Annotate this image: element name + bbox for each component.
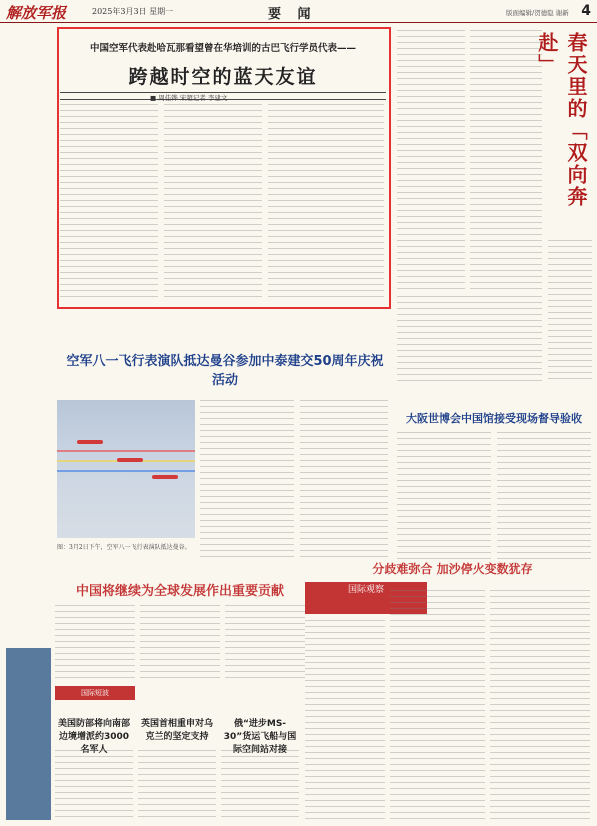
jet-icon <box>77 440 103 444</box>
section-name: 要 闻 <box>268 7 317 22</box>
column-badge: 国际观察 <box>305 582 427 614</box>
story2-title: 空军八一飞行表演队抵达曼谷参加中泰建交50周年庆祝活动 <box>66 354 384 388</box>
lead-body-col-3 <box>268 104 384 300</box>
jet-icon <box>152 475 178 479</box>
briefs-label: 国际短波 <box>55 686 135 700</box>
brief-body-2 <box>138 750 216 820</box>
brief-title-1: 美国防部将向南部边境增派约3000名军人 <box>57 719 130 755</box>
page-editor: 版面编辑/贺德隐 谢新 <box>506 9 569 17</box>
page-number: 4 <box>581 3 591 19</box>
brief-body-3 <box>221 750 299 820</box>
lead-byline: ■ 周佳铧 宋超记者 李建文 <box>150 94 228 102</box>
story3-title: 大阪世博会中国馆接受现场督导验收 <box>406 412 582 425</box>
story2-body-col-2 <box>300 400 388 560</box>
lead-body-col-2 <box>164 104 262 300</box>
newspaper-logo: 解放军报 <box>6 4 67 22</box>
smoke-trail <box>57 470 195 472</box>
story4-body-col-1 <box>55 605 135 680</box>
story5-body-col-2 <box>390 590 485 820</box>
brief-title-3: 俄“进步MS-30”货运飞船与国际空间站对接 <box>223 719 297 755</box>
photo-caption: 图：3月2日下午，空军八一飞行表演队抵达曼谷。 <box>57 544 191 551</box>
issue-date: 2025年3月3日 星期一 <box>92 7 174 16</box>
brief-title-2: 英国首相重申对乌克兰的坚定支持 <box>140 719 213 742</box>
lead-body-col-1 <box>60 104 158 300</box>
story2-body-col-1 <box>200 400 294 560</box>
decorative-band <box>6 648 51 820</box>
side-body-col-1 <box>397 30 465 290</box>
side-body-col-2 <box>470 30 542 290</box>
story5-body-col-1 <box>305 620 385 820</box>
lead-kicker: 中国空军代表赴哈瓦那看望曾在华培训的古巴飞行学员代表—— <box>89 43 356 54</box>
story5-body-col-3 <box>490 590 590 820</box>
side-feature-title: 春天里的「双向奔赴」 <box>535 32 588 208</box>
story4-body-col-2 <box>140 605 220 680</box>
lead-title: 跨越时空的蓝天友谊 <box>128 66 318 88</box>
page-header <box>0 0 597 23</box>
brief-body-1 <box>55 750 133 820</box>
airshow-photo <box>57 400 195 538</box>
side-body-col-4 <box>397 296 542 386</box>
story5-title: 分歧难弥合 加沙停火变数犹存 <box>372 562 533 576</box>
story3-body-col-2 <box>497 432 591 560</box>
story4-body-col-3 <box>225 605 305 680</box>
story4-title: 中国将继续为全球发展作出重要贡献 <box>75 584 284 599</box>
smoke-trail <box>57 450 195 452</box>
jet-icon <box>117 458 143 462</box>
story3-body-col-1 <box>397 432 491 560</box>
side-body-col-3 <box>548 240 592 380</box>
